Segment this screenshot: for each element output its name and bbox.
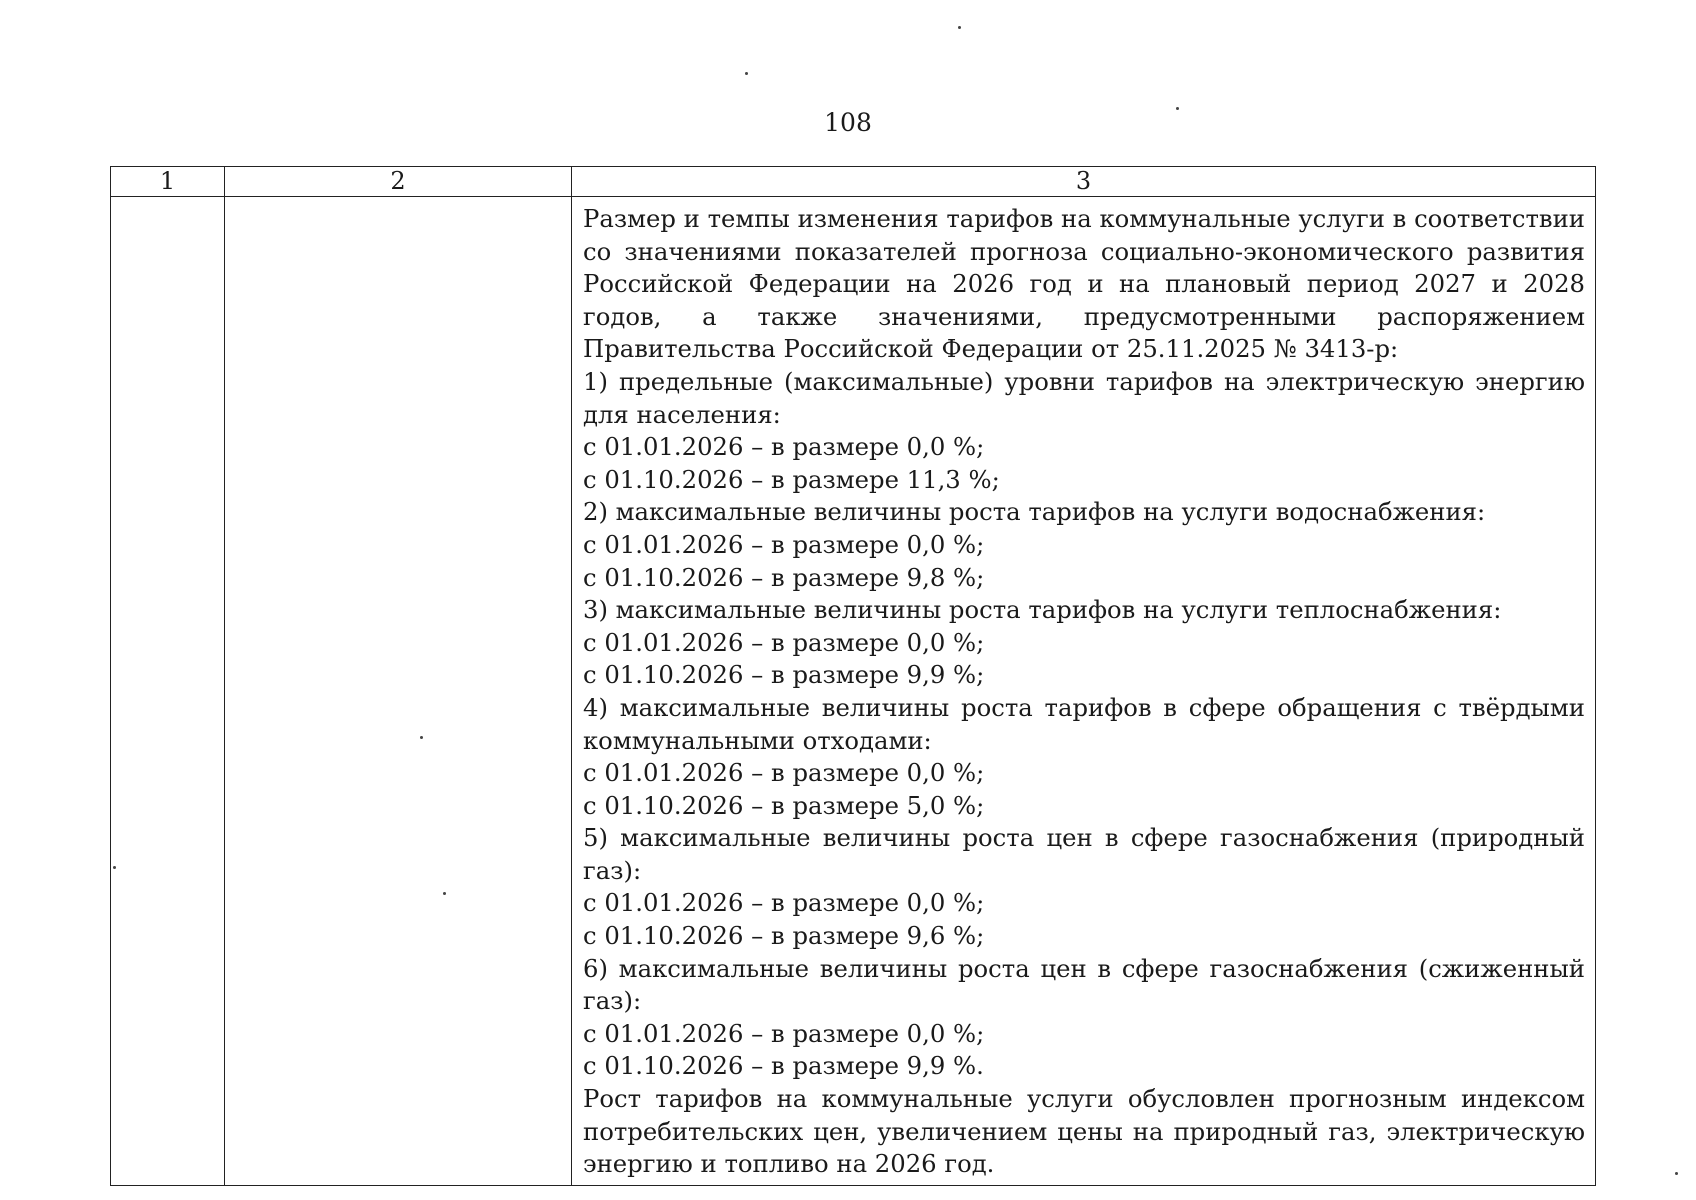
- item-4-line-2: с 01.10.2026 – в размере 5,0 %;: [583, 790, 985, 820]
- conclusion-paragraph: Рост тарифов на коммунальные услуги обусловлен прогнозным индексом потребительских цен, увеличением цены на природный газ, электрическую энергию и топливо на 2026 год.: [583, 1084, 1585, 1179]
- scan-speck: [745, 72, 748, 75]
- item-3-line-1: с 01.01.2026 – в размере 0,0 %;: [583, 627, 985, 657]
- scan-speck: [1176, 107, 1179, 110]
- column-header-2: 2: [225, 167, 572, 197]
- page-number: 108: [824, 108, 872, 137]
- item-heading-6: 6) максимальные величины роста цен в сфере газоснабжения (сжиженный газ):: [583, 953, 1585, 1016]
- item-2-line-2: с 01.10.2026 – в размере 9,8 %;: [583, 562, 985, 592]
- item-heading-3: 3) максимальные величины роста тарифов на услуги теплоснабжения:: [583, 595, 1502, 625]
- cell-col2: [225, 197, 572, 1186]
- scan-speck: [113, 866, 116, 869]
- item-heading-1: 1) предельные (максимальные) уровни тарифов на электрическую энергию для населения:: [583, 366, 1585, 429]
- tariff-text-block: [572, 197, 1595, 1185]
- column-header-3: 3: [572, 167, 1596, 197]
- item-2-line-1: с 01.01.2026 – в размере 0,0 %;: [583, 529, 985, 559]
- table-header-row: [111, 167, 1596, 197]
- scan-speck: [443, 892, 446, 895]
- item-5-line-2: с 01.10.2026 – в размере 9,6 %;: [583, 921, 985, 951]
- cell-col1: [111, 197, 225, 1186]
- item-heading-2: 2) максимальные величины роста тарифов на услуги водоснабжения:: [583, 497, 1486, 527]
- cell-col3: [572, 197, 1596, 1186]
- scan-speck: [1675, 1172, 1678, 1175]
- item-4-line-1: с 01.01.2026 – в размере 0,0 %;: [583, 758, 985, 788]
- item-3-line-2: с 01.10.2026 – в размере 9,9 %;: [583, 660, 985, 690]
- document-table: [110, 166, 1596, 1186]
- item-6-line-2: с 01.10.2026 – в размере 9,9 %.: [583, 1051, 984, 1081]
- scan-speck: [420, 736, 423, 739]
- item-6-line-1: с 01.01.2026 – в размере 0,0 %;: [583, 1018, 985, 1048]
- item-1-line-1: с 01.01.2026 – в размере 0,0 %;: [583, 432, 985, 462]
- item-5-line-1: с 01.01.2026 – в размере 0,0 %;: [583, 888, 985, 918]
- item-heading-4: 4) максимальные величины роста тарифов в сфере обращения с твёрдыми коммунальными отходами:: [583, 692, 1585, 755]
- item-heading-5: 5) максимальные величины роста цен в сфере газоснабжения (природный газ):: [583, 823, 1585, 885]
- table-row: [111, 197, 1596, 1186]
- scan-speck: [958, 26, 961, 29]
- intro-paragraph: Размер и темпы изменения тарифов на коммунальные услуги в соответствии со значениями показателей прогноза социально-экономического развития Российской Федерации на 2026 год и на плановый период 2027 и 2028 годов, а также значениями, предусмотренными распоряжением Правительства Российской Федерации от 25.11.2025 № 3413-р:: [583, 204, 1585, 364]
- item-1-line-2: с 01.10.2026 – в размере 11,3 %;: [583, 464, 1000, 494]
- column-header-1: 1: [111, 167, 225, 197]
